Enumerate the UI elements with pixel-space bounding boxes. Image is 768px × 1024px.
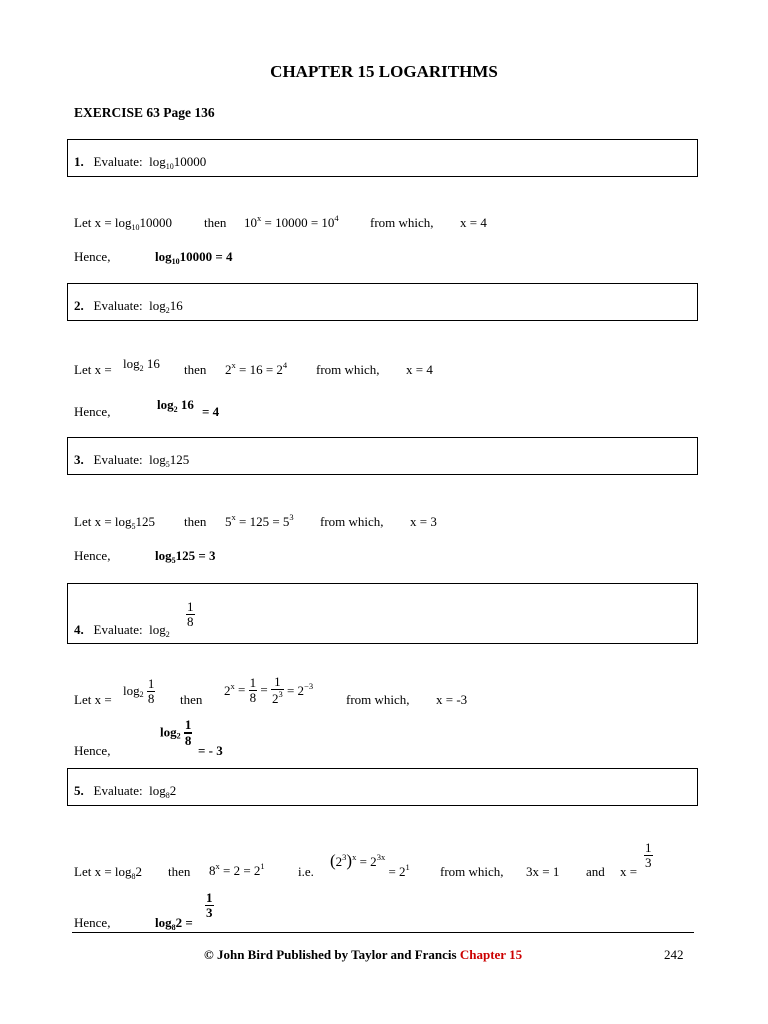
hence-5: Hence,	[74, 915, 111, 930]
solution-line-3: Let $x = \log_5125$	[74, 514, 156, 531]
equation-5a: $8^x = 2 = 2^1$	[209, 861, 265, 878]
then-word-2: then	[184, 362, 207, 377]
ie-word-5: i.e.	[298, 864, 314, 879]
answer-3: $\log_5125 = 3$	[155, 548, 216, 565]
equation-4: $2^x$ = $\frac{1}{8}$ = $\frac{1}{2^3}$ = $2^{-3}$	[224, 674, 314, 706]
question-box-5	[67, 768, 698, 806]
hence-3: Hence,	[74, 548, 111, 563]
question-box-1	[67, 139, 698, 177]
question-box-4	[67, 583, 698, 644]
question-text-2: 2. Evaluate: $\log_216$	[74, 298, 183, 315]
answer-2: $\log_2 16$	[157, 397, 194, 414]
then-word-5: then	[168, 864, 191, 879]
let-x-2: Let x =	[74, 362, 112, 377]
then-word-4: then	[180, 692, 203, 707]
then-word-1: then	[204, 215, 227, 230]
answer-value-4: = - 3	[198, 743, 223, 758]
question-fraction-4: $\frac{1}{8}$	[187, 599, 194, 629]
from-which-3: from which,	[320, 514, 384, 529]
question-box-3	[67, 437, 698, 475]
result-fraction-5: $\frac{1}{3}$	[645, 840, 652, 870]
page-title: CHAPTER 15 LOGARITHMS	[270, 62, 498, 81]
result-1: x = 4	[460, 215, 487, 230]
then-word-3: then	[184, 514, 207, 529]
question-text-1: 1. Evaluate: $\log_{10}10000$	[74, 154, 207, 171]
log-expression-2: $\log_2 16$	[123, 356, 160, 373]
answer-4: $\log_2$ $\frac{1}{8}$	[160, 717, 192, 748]
question-text-4: 4. Evaluate: $\log_2$	[74, 622, 170, 639]
hence-4: Hence,	[74, 743, 111, 758]
page-number: 242	[664, 947, 684, 962]
and-word-5: and	[586, 864, 605, 879]
answer-1: $\log_{10}10000 = 4$	[155, 249, 233, 266]
question-text-5: 5. Evaluate: $\log_82$	[74, 783, 177, 800]
solution-line-5: Let $x = \log_82$	[74, 864, 143, 881]
equation-2: $2^x = 16 = 2^4$	[225, 360, 288, 377]
answer-fraction-5: $\frac{1}{3}$	[206, 890, 213, 920]
hence-1: Hence,	[74, 249, 111, 264]
question-box-2	[67, 283, 698, 321]
exercise-heading: EXERCISE 63 Page 136	[74, 105, 215, 120]
solution-line-1: Let $x = \log_{10}10000$	[74, 215, 173, 232]
equation-1: $10^x = 10000 = 10^4$	[244, 213, 339, 230]
footer-copyright: © John Bird Published by Taylor and Francis Chapter 15	[204, 947, 523, 962]
result-2: x = 4	[406, 362, 433, 377]
from-which-4: from which,	[346, 692, 410, 707]
result-4: x = -3	[436, 692, 468, 707]
from-which-5: from which,	[440, 864, 504, 879]
let-x-4: Let x =	[74, 692, 112, 707]
answer-value-2: = 4	[202, 404, 220, 419]
from-which-1: from which,	[370, 215, 434, 230]
hence-2: Hence,	[74, 404, 111, 419]
question-text-3: 3. Evaluate: $\log_5125$	[74, 452, 190, 469]
x-equals-5: x =	[620, 864, 638, 879]
from-which-2: from which,	[316, 362, 380, 377]
intermediate-result-5: 3x = 1	[526, 864, 560, 879]
answer-5: $\log_82$ =	[155, 915, 193, 932]
result-3: x = 3	[410, 514, 437, 529]
equation-3: $5^x = 125 = 5^3$	[225, 512, 294, 529]
footer-rule	[72, 932, 694, 933]
equation-5b: $(2^3)^x = 2^{3x} = 2^1$	[330, 851, 410, 879]
log-expression-4: $\log_2$ $\frac{1}{8}$	[123, 676, 155, 706]
